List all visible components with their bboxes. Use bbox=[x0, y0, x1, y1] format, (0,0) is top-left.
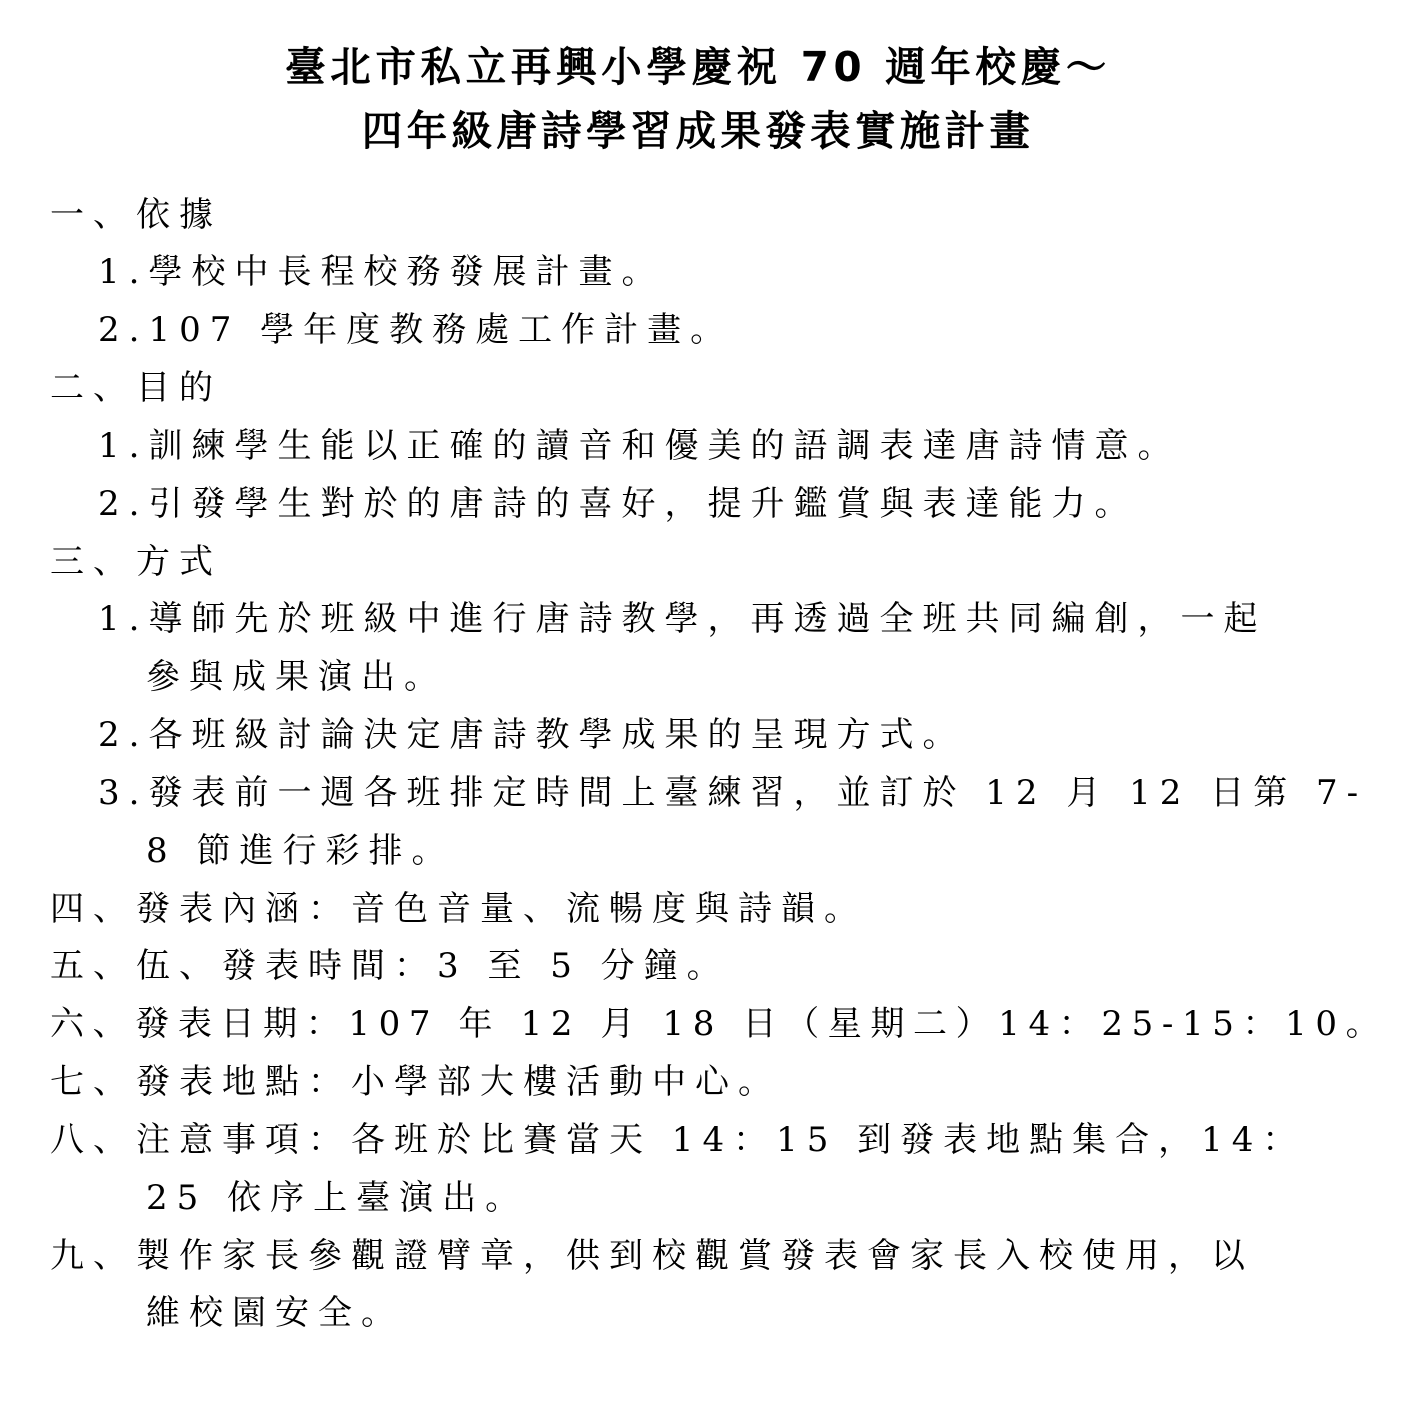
section-5: 五、伍、發表時間：3 至 5 分鐘。 bbox=[50, 946, 730, 986]
section-3-item-1-line-1: 1.導師先於班級中進行唐詩教學，再透過全班共同編創，一起 bbox=[98, 599, 1267, 639]
section-8-line-1: 八、注意事項：各班於比賽當天 14：15 到發表地點集合，14： bbox=[50, 1120, 1306, 1160]
section-1-heading: 一、依據 bbox=[50, 195, 222, 235]
section-2-heading: 二、目的 bbox=[50, 368, 222, 408]
section-6: 六、發表日期：107 年 12 月 18 日（星期二）14：25-15：10。 bbox=[50, 1004, 1389, 1044]
section-3-item-1-line-2: 參與成果演出。 bbox=[146, 657, 447, 697]
section-8-line-2: 25 依序上臺演出。 bbox=[146, 1178, 529, 1218]
section-3-heading: 三、方式 bbox=[50, 542, 222, 582]
section-3-item-2: 2.各班級討論決定唐詩教學成果的呈現方式。 bbox=[98, 715, 966, 755]
section-2-item-1: 1.訓練學生能以正確的讀音和優美的語調表達唐詩情意。 bbox=[98, 426, 1181, 466]
section-4: 四、發表內涵：音色音量、流暢度與詩韻。 bbox=[50, 889, 867, 929]
document-title-line-2: 四年級唐詩學習成果發表實施計畫 bbox=[361, 107, 1035, 155]
section-3-item-3-line-1: 3.發表前一週各班排定時間上臺練習，並訂於 12 月 12 日第 7- bbox=[98, 773, 1368, 813]
section-1-item-1: 1.學校中長程校務發展計畫。 bbox=[98, 252, 665, 292]
section-9-line-1: 九、製作家長參觀證臂章，供到校觀賞發表會家長入校使用，以 bbox=[50, 1236, 1254, 1276]
section-1-item-2: 2.107 學年度教務處工作計畫。 bbox=[98, 310, 734, 350]
section-9-line-2: 維校園安全。 bbox=[146, 1293, 404, 1333]
section-2-item-2: 2.引發學生對於的唐詩的喜好，提升鑑賞與表達能力。 bbox=[98, 484, 1138, 524]
document-title-line-1: 臺北市私立再興小學慶祝 70 週年校慶～ bbox=[285, 43, 1112, 91]
section-7: 七、發表地點：小學部大樓活動中心。 bbox=[50, 1062, 781, 1102]
section-3-item-3-line-2: 8 節進行彩排。 bbox=[146, 831, 455, 871]
